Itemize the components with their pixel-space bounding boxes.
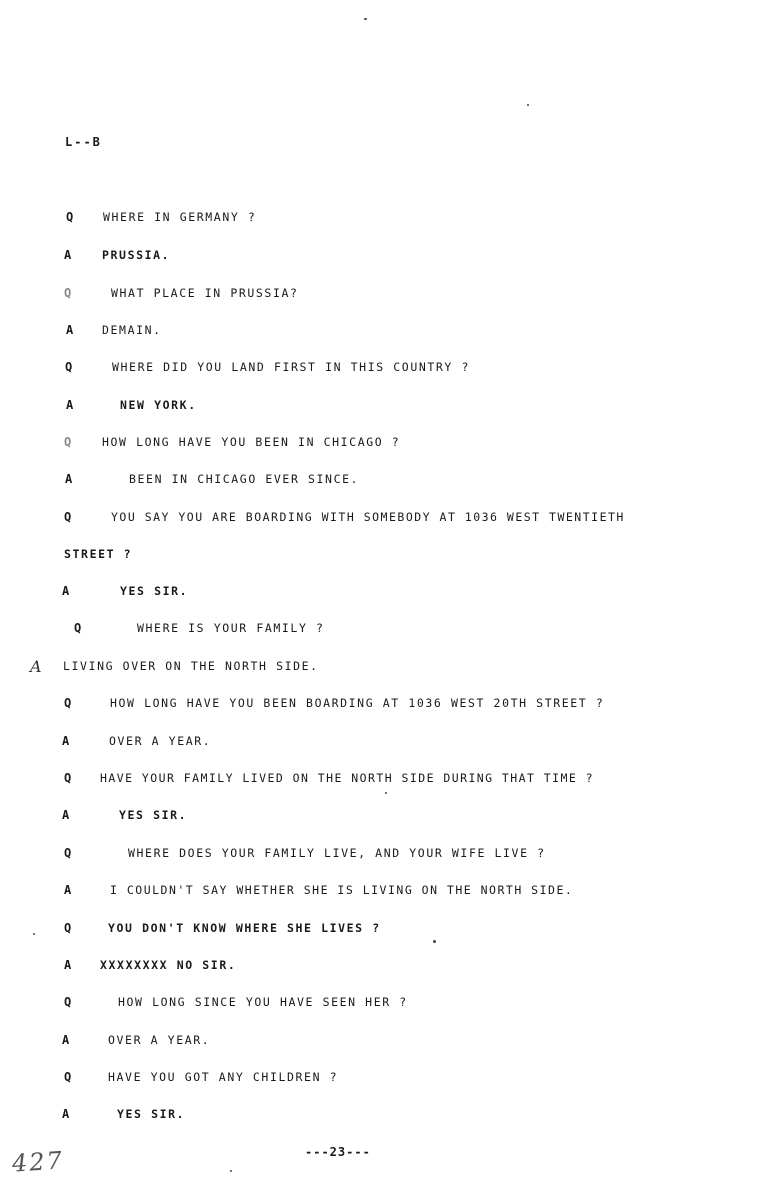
speaker-label: Q <box>64 696 73 710</box>
speaker-label: A <box>62 1107 71 1121</box>
line-text: PRUSSIA. <box>102 248 171 262</box>
speaker-label: A <box>62 1033 71 1047</box>
scan-speck <box>33 933 35 935</box>
line-text: OVER A YEAR. <box>108 1033 211 1047</box>
speaker-label: Q <box>64 1070 73 1084</box>
speaker-label: A <box>62 734 71 748</box>
line-text: STREET ? <box>64 547 133 561</box>
line-text: XXXXXXXX NO SIR. <box>100 958 237 972</box>
line-text: HAVE YOUR FAMILY LIVED ON THE NORTH SIDE DURING THAT TIME ? <box>100 771 595 785</box>
line-text: WHERE IN GERMANY ? <box>103 210 257 224</box>
handwritten-note: 427 <box>11 1146 65 1178</box>
line-text: NEW YORK. <box>120 398 197 412</box>
line-text: WHERE DOES YOUR FAMILY LIVE, AND YOUR WIFE LIVE ? <box>128 846 546 860</box>
line-text: WHAT PLACE IN PRUSSIA? <box>111 286 299 300</box>
line-text: DEMAIN. <box>102 323 162 337</box>
page-number: ---23--- <box>305 1145 371 1159</box>
line-text: WHERE IS YOUR FAMILY ? <box>137 621 325 635</box>
scan-speck <box>385 792 387 794</box>
line-text: YOU DON'T KNOW WHERE SHE LIVES ? <box>108 921 381 935</box>
line-text: YOU SAY YOU ARE BOARDING WITH SOMEBODY AT 1036 WEST TWENTIETH <box>111 510 625 524</box>
speaker-label: A <box>65 472 74 486</box>
line-text: YES SIR. <box>119 808 188 822</box>
line-text: I COULDN'T SAY WHETHER SHE IS LIVING ON THE NORTH SIDE. <box>110 883 574 897</box>
scan-speck <box>230 1170 232 1172</box>
line-text: HOW LONG SINCE YOU HAVE SEEN HER ? <box>118 995 408 1009</box>
speaker-label: Q <box>64 771 73 785</box>
speaker-label: Q <box>64 435 73 449</box>
line-text: HOW LONG HAVE YOU BEEN BOARDING AT 1036 WEST 20TH STREET ? <box>110 696 605 710</box>
page-header: L--B <box>65 135 102 149</box>
margin-mark: A <box>30 657 42 676</box>
speaker-label: A <box>66 398 75 412</box>
speaker-label: Q <box>64 286 73 300</box>
speaker-label: A <box>64 958 73 972</box>
line-text: HAVE YOU GOT ANY CHILDREN ? <box>108 1070 339 1084</box>
line-text: HOW LONG HAVE YOU BEEN IN CHICAGO ? <box>102 435 401 449</box>
line-text: LIVING OVER ON THE NORTH SIDE. <box>63 659 319 673</box>
line-text: YES SIR. <box>117 1107 186 1121</box>
speaker-label: Q <box>64 846 73 860</box>
speaker-label: Q <box>64 921 73 935</box>
speaker-label: Q <box>64 995 73 1009</box>
speaker-label: A <box>64 248 73 262</box>
scan-speck <box>433 940 436 943</box>
speaker-label: Q <box>74 621 83 635</box>
speaker-label: Q <box>64 510 73 524</box>
speaker-label: A <box>62 808 71 822</box>
line-text: BEEN IN CHICAGO EVER SINCE. <box>129 472 360 486</box>
speaker-label: Q <box>65 360 74 374</box>
speaker-label: Q <box>66 210 75 224</box>
scan-speck <box>527 104 529 106</box>
speaker-label: A <box>62 584 71 598</box>
speaker-label: A <box>64 883 73 897</box>
line-text: OVER A YEAR. <box>109 734 212 748</box>
line-text: WHERE DID YOU LAND FIRST IN THIS COUNTRY ? <box>112 360 470 374</box>
scan-speck <box>364 18 367 20</box>
speaker-label: A <box>66 323 75 337</box>
line-text: YES SIR. <box>120 584 189 598</box>
